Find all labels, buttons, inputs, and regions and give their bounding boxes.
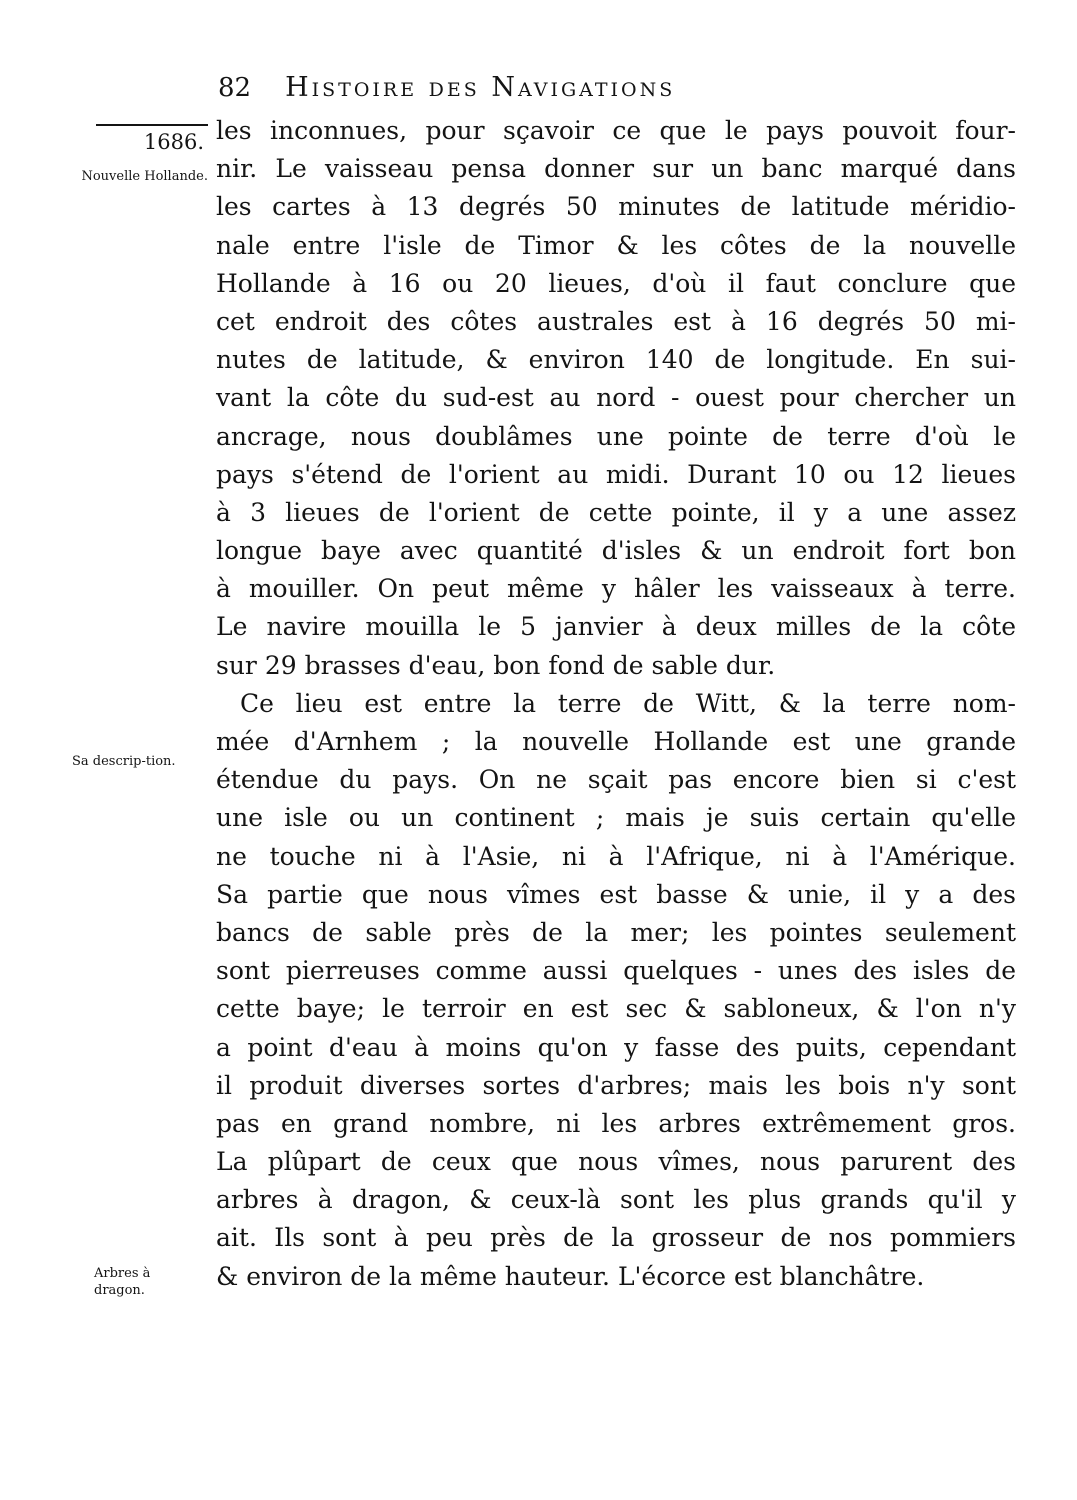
margin-note-arbres: Arbres à dragon. — [94, 1266, 151, 1298]
body-line: à 3 lieues de l'orient de cette pointe, il y a une assez — [216, 497, 1016, 527]
body-line: vant la côte du sud-est au nord - ouest pour chercher un — [216, 383, 1016, 413]
body-line: sur 29 brasses d'eau, bon fond de sable dur. — [216, 650, 776, 680]
margin-year: 1686. — [143, 130, 204, 154]
body-line: ait. Ils sont à peu près de la grosseur de nos pommiers — [216, 1223, 1016, 1253]
body-line: Ce lieu est entre la terre de Witt, & la terre nom- — [240, 688, 1016, 718]
body-line: bancs de sable près de la mer; les pointes seulement — [216, 917, 1016, 947]
body-line: cet endroit des côtes australes est à 16 degrés 50 mi- — [216, 306, 1016, 336]
page-header — [218, 72, 930, 108]
body-line: une isle ou un continent ; mais je suis certain qu'elle — [216, 803, 1016, 833]
body-line: a point d'eau à moins qu'on y fasse des puits, cependant — [216, 1032, 1016, 1062]
body-line: pays s'étend de l'orient au midi. Durant 10 ou 12 lieues — [216, 459, 1016, 489]
body-line: ancrage, nous doublâmes une pointe de terre d'où le — [216, 421, 1016, 451]
body-line: arbres à dragon, & ceux-là sont les plus grands qu'il y — [216, 1185, 1016, 1215]
year-rule — [96, 124, 208, 126]
margin-note-nouvelle-hollande: Nouvelle Hollande. — [81, 169, 208, 184]
body-line: il produit diverses sortes d'arbres; mais les bois n'y sont — [216, 1070, 1016, 1100]
body-line: Hollande à 16 ou 20 lieues, d'où il faut conclure que — [216, 268, 1016, 298]
body-line: sont pierreuses comme aussi quelques - unes des isles de — [216, 956, 1016, 986]
body-line: les inconnues, pour sçavoir ce que le pays pouvoit four- — [216, 116, 1016, 145]
body-line: les cartes à 13 degrés 50 minutes de latitude méridio- — [216, 192, 1016, 222]
body-text — [216, 112, 1016, 1296]
body-line: Le navire mouilla le 5 janvier à deux milles de la côte — [216, 612, 1016, 642]
body-line: à mouiller. On peut même y hâler les vaisseaux à terre. — [216, 574, 1016, 604]
body-line: nutes de latitude, & environ 140 de longitude. En sui- — [216, 345, 1016, 375]
body-line: nale entre l'isle de Timor & les côtes de la nouvelle — [216, 230, 1016, 260]
body-line: mée d'Arnhem ; la nouvelle Hollande est une grande — [216, 727, 1016, 756]
body-line: ne touche ni à l'Asie, ni à l'Afrique, ni à l'Amérique. — [216, 841, 1016, 871]
body-line: nir. Le vaisseau pensa donner sur un banc marqué dans — [216, 154, 1016, 184]
body-line: Sa partie que nous vîmes est basse & unie, il y a des — [216, 879, 1016, 909]
body-line: étendue du pays. On ne sçait pas encore bien si c'est — [216, 765, 1016, 795]
page-number: 82 — [218, 73, 252, 103]
body-line: cette baye; le terroir en est sec & sabloneux, & l'on n'y — [216, 994, 1016, 1024]
body-line: longue baye avec quantité d'isles & un endroit fort bon — [216, 536, 1016, 566]
body-line: pas en grand nombre, ni les arbres extrêmement gros. — [216, 1108, 1016, 1138]
running-title: Histoire des Navigations — [285, 72, 676, 103]
body-line: La plûpart de ceux que nous vîmes, nous parurent des — [216, 1147, 1016, 1177]
margin-note-description: Sa descrip-tion. — [72, 754, 176, 769]
body-line: & environ de la même hauteur. L'écorce est blanchâtre. — [216, 1261, 925, 1291]
